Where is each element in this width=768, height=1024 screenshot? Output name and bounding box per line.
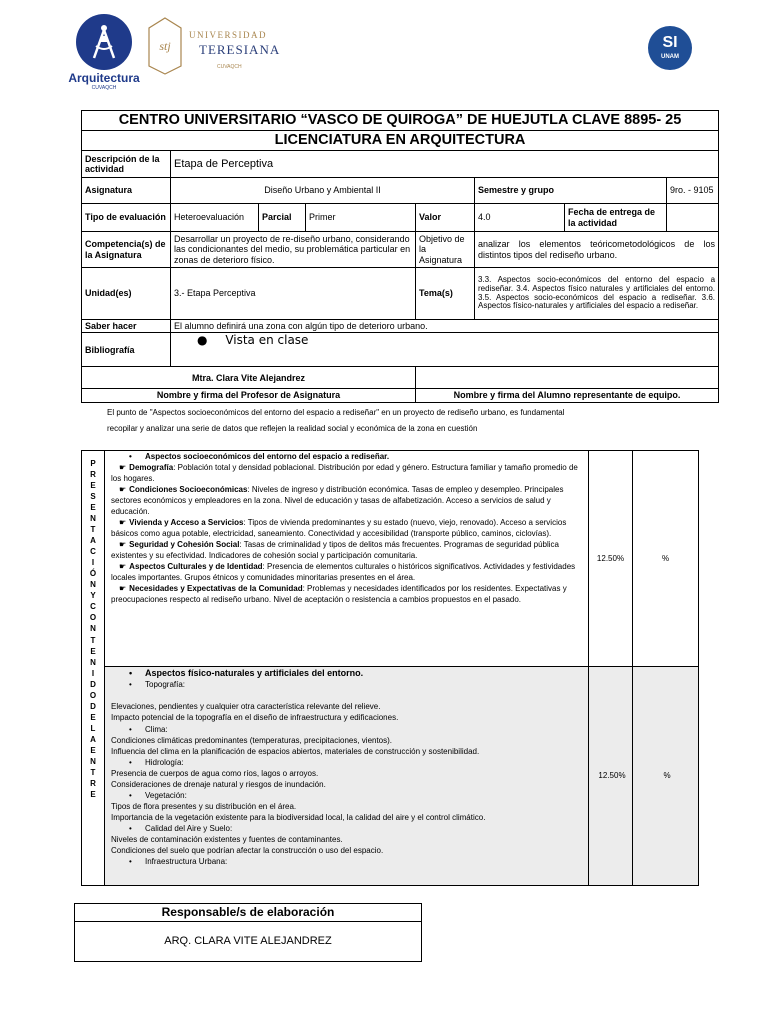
- bullet-icon: •: [129, 680, 132, 690]
- vertical-letter: N: [90, 756, 96, 766]
- intro-line-1: El punto de "Aspectos socioeconómicos del entorno del espacio a rediseñar" en un proyecto de rediseño urbano, es fundamental: [107, 408, 565, 417]
- physical-item-line: Presencia de cuerpos de agua como ríos, lagos o arroyos.: [111, 768, 319, 778]
- arquitectura-logo-sub: CUVAQCH: [91, 85, 117, 91]
- bibliografia-value: Vista en clase: [225, 333, 309, 348]
- bullet-icon: •: [129, 452, 132, 461]
- vertical-letter: I: [91, 668, 95, 678]
- bullet-icon: •: [129, 757, 132, 767]
- si-unam-line2: UNAM: [661, 54, 679, 60]
- socioeconomic-item-label: Demografía: [129, 463, 174, 473]
- pointing-hand-icon: ☛: [119, 584, 127, 594]
- vertical-letter: S: [90, 492, 96, 502]
- pointing-hand-icon: ☛: [119, 562, 127, 572]
- program-title: LICENCIATURA EN ARQUITECTURA: [82, 131, 719, 151]
- responsables-title: Responsable/s de elaboración: [75, 904, 421, 922]
- vertical-letter: T: [90, 525, 96, 535]
- vertical-letter: Ó: [89, 569, 97, 579]
- tema-label: Tema(s): [416, 268, 475, 320]
- vertical-letter: T: [90, 767, 96, 777]
- vertical-letter: O: [89, 690, 97, 700]
- section-physical-score: %: [633, 667, 699, 886]
- alumno-name: [416, 367, 719, 389]
- valor-label: Valor: [416, 204, 475, 232]
- responsables-value: ARQ. CLARA VITE ALEJANDREZ: [164, 935, 332, 947]
- pointing-hand-icon: ☛: [119, 540, 127, 550]
- socioeconomic-item-text: : Presencia de elementos culturales o históricos significativos. Actividades y festividades locales importantes. Grupos étnicos y comunidades minoritarias presentes en el área.: [111, 562, 576, 583]
- deliverable-content-table: [81, 450, 699, 886]
- profesor-name: Mtra. Clara Vite Alejandrez: [82, 367, 416, 389]
- vertical-letter: C: [90, 547, 96, 557]
- arquitectura-logo: [66, 14, 142, 94]
- physical-item: [111, 679, 585, 690]
- section-physical-title: Aspectos físico-naturales y artificiales del entorno.: [145, 668, 364, 678]
- unidad-value: 3.- Etapa Perceptiva: [171, 268, 416, 320]
- bullet-icon: •: [129, 823, 132, 833]
- vertical-section-label: [82, 451, 105, 886]
- valor-value: 4.0: [475, 204, 565, 232]
- physical-item-line: Tipos de flora presentes y su distribución en el área.: [111, 801, 297, 811]
- responsables-box: [74, 903, 422, 962]
- semestre-value: 9ro. - 9105: [667, 178, 719, 204]
- socioeconomic-item: [111, 583, 585, 605]
- vertical-letter: E: [90, 503, 96, 513]
- section-socioeconomic-title: Aspectos socioeconómicos del entorno del espacio a rediseñar.: [145, 452, 390, 461]
- physical-item-label: Infraestructura Urbana:: [145, 856, 228, 866]
- vertical-letter: O: [89, 613, 97, 623]
- parcial-value: Primer: [306, 204, 416, 232]
- vertical-letter: D: [90, 701, 96, 711]
- vertical-letter: N: [90, 580, 96, 590]
- fecha-entrega-label: Fecha de entrega de la actividad: [565, 204, 667, 232]
- bibliografia-label: Bibliografía: [82, 333, 171, 367]
- objetivo-value: analizar los elementos teóricometodológicos de los distintos tipos del rediseño urbano.: [475, 232, 719, 268]
- physical-item: [111, 757, 585, 768]
- socioeconomic-item-label: Condiciones Socioeconómicas: [129, 485, 248, 495]
- vertical-letter: E: [90, 789, 96, 799]
- universidad-line2: TERESIANA: [199, 42, 281, 57]
- tema-value: 3.3. Aspectos socio-económicos del entorno del espacio a rediseñar. 3.4. Aspectos físico naturales y artificiales del entorno. 3.5. Aspectos socio-económicos del espacio a rediseñar. 3.6. Aspectos físico-naturales y artificiales del espacio a rediseñar.: [475, 268, 719, 320]
- pointing-hand-icon: ☛: [119, 518, 127, 528]
- bullet-icon: ●: [197, 333, 208, 348]
- vertical-letter: R: [90, 470, 96, 480]
- descripcion-value: Etapa de Perceptiva: [171, 151, 719, 178]
- socioeconomic-item: [111, 462, 585, 484]
- vertical-letter: E: [90, 745, 96, 755]
- objetivo-label: Objetivo de la Asignatura: [416, 232, 475, 268]
- socioeconomic-item-text: : Población total y densidad poblacional. Distribución por edad y género. Estructura familiar y tamaño promedio de los hogares.: [111, 463, 578, 484]
- vertical-letter: I: [91, 558, 95, 568]
- socioeconomic-item-label: Necesidades y Expectativas de la Comunidad: [129, 584, 303, 594]
- pointing-hand-icon: ☛: [119, 463, 127, 473]
- asignatura-value: Diseño Urbano y Ambiental II: [171, 178, 475, 204]
- profesor-caption: Nombre y firma del Profesor de Asignatura: [82, 389, 416, 402]
- universidad-line1: UNIVERSIDAD: [189, 30, 267, 40]
- monogram: stj: [159, 39, 171, 53]
- intro-line-2: recopilar y analizar una serie de datos que reflejen la realidad social y económica de la zona en cuestión: [107, 424, 478, 433]
- physical-item: [111, 724, 585, 735]
- bullet-icon: •: [129, 668, 133, 678]
- parcial-label: Parcial: [259, 204, 306, 232]
- section-socioeconomic: [105, 451, 589, 667]
- socioeconomic-item: [111, 561, 585, 583]
- socioeconomic-item: [111, 539, 585, 561]
- compass-icon: [76, 14, 132, 70]
- activity-form-table: [81, 110, 719, 403]
- physical-item: [111, 823, 585, 834]
- pointing-hand-icon: ☛: [119, 485, 127, 495]
- socioeconomic-item: [111, 517, 585, 539]
- socioeconomic-item-text: : Tasas de criminalidad y tipos de delitos más frecuentes. Programas de seguridad pública existentes y su efectividad. Indicadores de cohesión social y participación comunitaria.: [111, 540, 559, 561]
- competencia-value: Desarrollar un proyecto de re-diseño urbano, considerando las condicionantes del medio, su problemática particular en zonas de deterioro físico.: [171, 232, 416, 268]
- saber-hacer-label: Saber hacer: [82, 320, 171, 333]
- fecha-entrega-value: [667, 204, 719, 232]
- vertical-letter: E: [90, 481, 96, 491]
- vertical-letter: N: [90, 624, 96, 634]
- section-socioeconomic-score: %: [633, 451, 699, 667]
- physical-item: [111, 856, 585, 867]
- socioeconomic-item-text: : Problemas y necesidades identificados por los residentes. Expectativas y preocupaciones respecto al rediseño urbano. Nivel de aceptación o resistencia a cambios propuestos en el pasado.: [111, 584, 567, 605]
- socioeconomic-item-label: Vivienda y Acceso a Servicios: [129, 518, 244, 528]
- si-unam-line1: SI: [662, 34, 678, 51]
- tipo-evaluacion-label: Tipo de evaluación: [82, 204, 171, 232]
- physical-item-line: Influencia del clima en la planificación de espacios abiertos, materiales de construcción y sostenibilidad.: [111, 746, 480, 756]
- vertical-letter: N: [90, 657, 96, 667]
- physical-item-line: Elevaciones, pendientes y cualquier otra característica relevante del relieve.: [111, 702, 381, 712]
- socioeconomic-item: [111, 484, 585, 517]
- physical-item-label: Topografía:: [145, 680, 186, 690]
- physical-item-label: Clima:: [145, 724, 168, 734]
- physical-item-label: Hidrología:: [145, 757, 184, 767]
- physical-item-line: [111, 690, 585, 701]
- physical-item-line: Impacto potencial de la topografía en el diseño de infraestructura y edificaciones.: [111, 713, 399, 723]
- semestre-label: Semestre y grupo: [475, 178, 667, 204]
- universidad-teresiana-logo: [147, 16, 281, 82]
- socioeconomic-item-text: : Tipos de vivienda predominantes y su estado (nuevo, viejo, renovado). Acceso a servicios básicos como agua potable, electricidad, saneamiento. Conectividad y accesibilidad (transporte público, caminos, ciclovías).: [111, 518, 567, 539]
- vertical-letter: C: [90, 602, 96, 612]
- socioeconomic-item-label: Aspectos Culturales y de Identidad: [129, 562, 263, 572]
- vertical-letter: N: [90, 514, 96, 524]
- vertical-letter: R: [90, 778, 96, 788]
- bullet-icon: •: [129, 856, 132, 866]
- physical-item-line: Consideraciones de drenaje natural y riesgos de inundación.: [111, 779, 326, 789]
- bullet-icon: •: [129, 790, 132, 800]
- vertical-letter: A: [90, 536, 96, 546]
- physical-item-label: Calidad del Aire y Suelo:: [145, 823, 233, 833]
- physical-item-line: Importancia de la vegetación existente para la biodiversidad local, la calidad del aire y el control climático.: [111, 812, 486, 822]
- socioeconomic-item-label: Seguridad y Cohesión Social: [129, 540, 240, 550]
- saber-hacer-value: El alumno definirá una zona con algún tipo de deterioro urbano.: [171, 320, 719, 333]
- bullet-icon: •: [129, 724, 132, 734]
- vertical-letter: E: [90, 712, 96, 722]
- university-seal-icon: [147, 16, 183, 76]
- vertical-letter: A: [90, 734, 96, 744]
- vertical-letter: E: [90, 646, 96, 656]
- physical-item-line: Niveles de contaminación existentes y fuentes de contaminantes.: [111, 834, 343, 844]
- unidad-label: Unidad(es): [82, 268, 171, 320]
- vertical-letter: T: [90, 635, 96, 645]
- vertical-letter: L: [90, 723, 96, 733]
- vertical-letter: D: [90, 679, 96, 689]
- si-unam-logo: [648, 26, 692, 70]
- physical-item-line: Condiciones del suelo que podrían afectar la construcción o uso del espacio.: [111, 845, 384, 855]
- institution-title: CENTRO UNIVERSITARIO “VASCO DE QUIROGA” DE HUEJUTLA CLAVE 8895- 25: [82, 111, 719, 131]
- competencia-label: Competencia(s) de la Asignatura: [82, 232, 171, 268]
- section-physical-percent: 12.50%: [589, 667, 633, 886]
- physical-item: [111, 790, 585, 801]
- socioeconomic-item-text: : Niveles de ingreso y distribución económica. Tasas de empleo y desempleo. Principales sectores económicos y empleadores en la zona. Nivel de educación y tasas de alfabetización. Acceso a servicios de salud y educación.: [111, 485, 564, 517]
- arquitectura-logo-text: Arquitectura: [68, 71, 140, 85]
- universidad-line3: CUVAQCH: [217, 64, 242, 70]
- section-physical: [105, 667, 589, 886]
- descripcion-label: Descripción de la actividad: [82, 151, 171, 178]
- asignatura-label: Asignatura: [82, 178, 171, 204]
- alumno-caption: Nombre y firma del Alumno representante de equipo.: [416, 389, 719, 402]
- vertical-letter: Y: [90, 591, 96, 601]
- physical-item-label: Vegetación:: [145, 790, 187, 800]
- vertical-letter: P: [90, 459, 96, 468]
- physical-item-line: Condiciones climáticas predominantes (temperaturas, precipitaciones, vientos).: [111, 735, 393, 745]
- tipo-evaluacion-value: Heteroevaluación: [171, 204, 259, 232]
- section-socioeconomic-percent: 12.50%: [589, 451, 633, 667]
